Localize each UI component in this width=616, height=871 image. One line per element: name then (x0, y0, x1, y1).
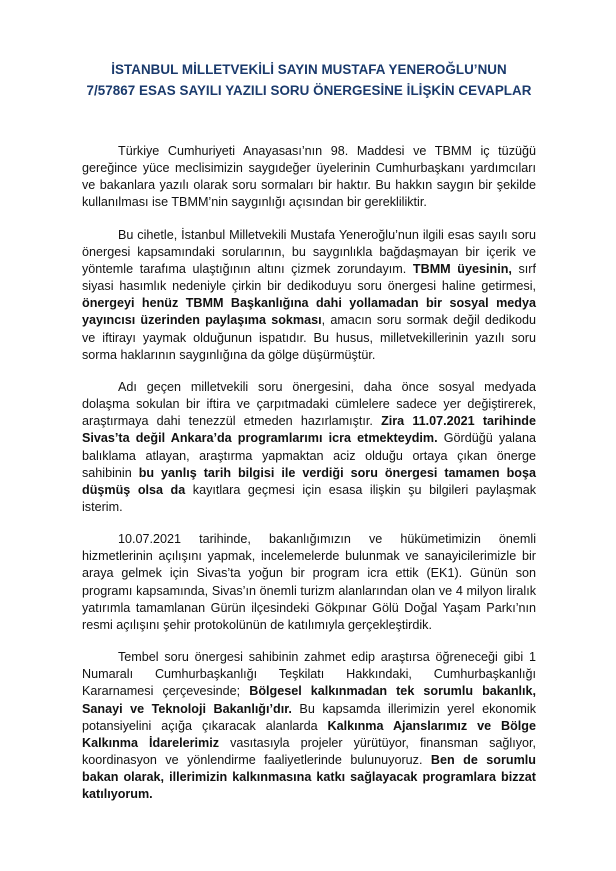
paragraph-segment: vasıtasıyla projeler yürütüyor, finansman sağlıyor, koordinasyon ve yönlendirme faaliyetlerinde bulunuyoruz. (82, 735, 536, 767)
paragraph-segment: , amacın soru sormak değil dedikodu ve iftirayı yaymak olduğunun ispatıdır. Bu husus, milletvekillerinin yazılı soru sorma haklarının saygınlığına da gölge düşürmüştür. (82, 313, 536, 362)
paragraph-segment: Bu kapsamda illerimizin yerel ekonomik potansiyelini açığa çıkaracak alanlarda (82, 701, 536, 733)
paragraph-segment: kayıtlara geçmesi için esasa ilişkin şu bilgileri paylaşmak isterim. (82, 482, 536, 514)
paragraph-segment: Adı geçen milletvekili soru önergesini, daha önce sosyal medyada dolaşma sokulan bir iftira ve çarpıtmadaki cümlelere sadece yer değiştirerek, araştırmaya dahi tenezzül etmeden hazırlamıştır. (82, 379, 536, 429)
paragraph-segment-bold: Bölgesel kalkınmadan tek sorumlu bakanlık, Sanayi ve Teknoloji Bakanlığı’dır. (82, 684, 537, 716)
paragraph-3 (82, 379, 536, 516)
paragraph-segment-bold: Kalkınma Ajanslarımız ve Bölge Kalkınma İdarelerimiz (82, 718, 536, 750)
paragraph-2 (82, 227, 536, 364)
document-body (82, 143, 536, 803)
title-line-1: İSTANBUL MİLLETVEKİLİ SAYIN MUSTAFA YENEROĞLU’NUN (111, 62, 507, 77)
paragraph-4 (82, 531, 536, 634)
paragraph-segment-bold: bu yanlış tarih bilgisi ile verdiği soru önergesi tamamen boşa düşmüş olsa da (82, 465, 536, 497)
paragraph-1 (82, 143, 536, 212)
paragraph-segment: 10.07.2021 tarihinde, bakanlığımızın ve hükümetimizin önemli hizmetlerinin açılışını yapmak, incelemelerde bulunmak ve sanayicilerimizle bir araya gelmek için Sivas’ta yoğun bir program icra ettik (EK1). Günün son programı kapsamında, Sivas’ın önemli turizm alanlarından olan ve 4 milyon liralık yatırımla tamamlanan Gürün ilçesindeki Gökpınar Gölü Doğal Yaşam Parkı’nın resmi açılışını şehir protokolünün de katılımıyla gerçekleştirdik. (82, 532, 536, 632)
paragraph-segment-bold: Ben de sorumlu bakan olarak, illerimizin kalkınmasına katkı sağlayacak programlara bizzat katılıyorum. (82, 753, 536, 802)
paragraph-segment: sırf siyasi hasımlık nedeniyle çirkin bir dedikoduyu soru önergesi haline getirmesi, (82, 261, 536, 294)
document-page (82, 0, 536, 818)
paragraph-segment: Gördüğü yalana balıklama atlayan, araştırma yapmaktan aciz olduğu ortaya çıkan önerge sahibinin (82, 431, 536, 480)
document-title (82, 59, 536, 101)
paragraph-segment-bold: TBMM üyesinin, (412, 261, 512, 276)
paragraph-5 (82, 649, 536, 803)
paragraph-segment: Tembel soru önergesi sahibinin zahmet edip araştırsa öğreneceği gibi 1 Numaralı Cumhurbaşkanlığı Teşkilatı Hakkındaki, Cumhurbaşkanlığı Kararnamesi çerçevesinde; (82, 650, 536, 699)
paragraph-segment: Türkiye Cumhuriyeti Anayasası’nın 98. Maddesi ve TBMM iç tüzüğü gereğince yüce meclisimizin saygıdeğer üyelerinin Cumhurbaşkanı yardımcıları ve bakanlara yazılı olarak soru sormaları bir haktır. Bu hakkın saygın bir şekilde kullanılması ise TBMM’nin saygınlığı açısından bir gerekliliktir. (82, 144, 536, 210)
paragraph-segment-bold: önergeyi henüz TBMM Başkanlığına dahi yollamadan bir sosyal medya yayıncısı üzerinden paylaşıma sokması (82, 296, 536, 328)
paragraph-segment-bold: Zira 11.07.2021 tarihinde Sivas’ta değil Ankara’da programlarımı icra etmekteydim. (82, 414, 536, 446)
paragraph-segment: Bu cihetle, İstanbul Milletvekili Mustafa Yeneroğlu’nun ilgili esas sayılı soru önergesi kapsamındaki sorularının, bu saygınlıkla bağdaşmayan bir içerik ve yöntemle tarafıma ulaştığının altını çizmek zorundayım. (82, 227, 536, 276)
title-line-2: 7/57867 ESAS SAYILI YAZILI SORU ÖNERGESİNE İLİŞKİN CEVAPLAR (86, 83, 532, 98)
